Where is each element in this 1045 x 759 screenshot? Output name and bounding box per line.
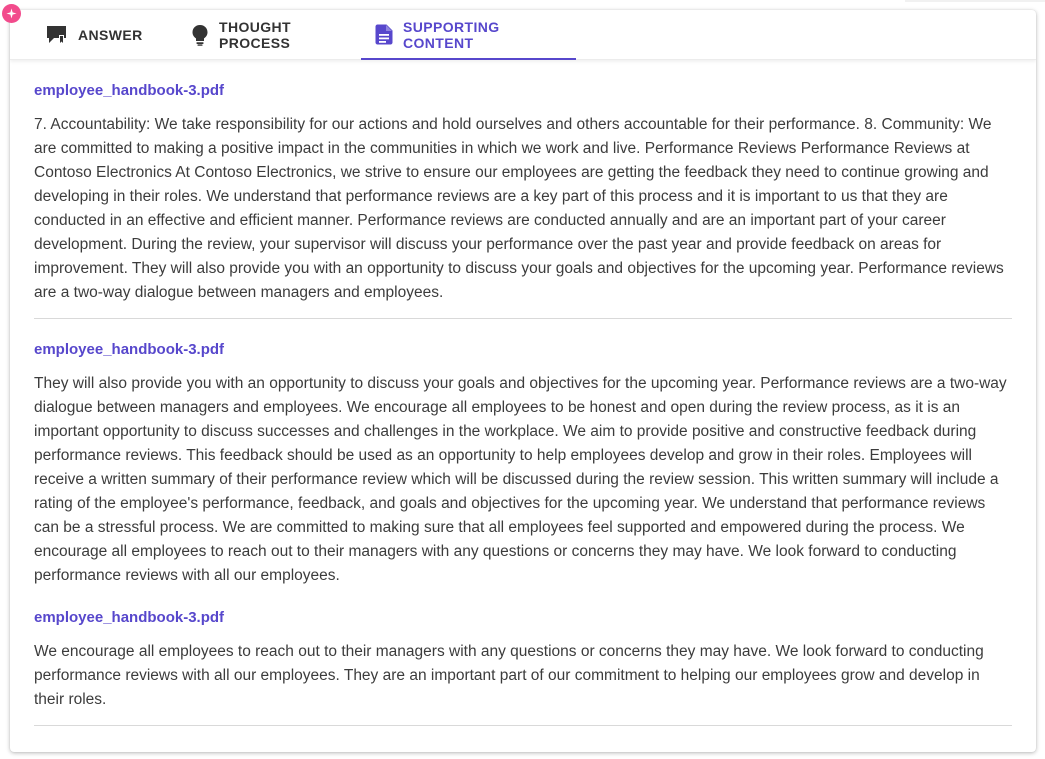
citation-link[interactable]: employee_handbook-3.pdf (34, 82, 225, 99)
supporting-content-item (34, 319, 1012, 590)
tab-thought-process-label: THOUGHT PROCESS (219, 18, 292, 51)
citation-text: We encourage all employees to reach out to their managers with any questions or concerns they may have. We look forward to conducting performance reviews with all our employees. They are an important part of our commitment to helping our employees grow and develop in their roles. (34, 643, 984, 708)
document-icon (375, 24, 393, 45)
tab-list (10, 10, 1036, 60)
lightbulb-icon (191, 24, 209, 46)
top-edge-strip (905, 0, 1045, 2)
tab-supporting-content[interactable] (361, 10, 576, 59)
tab-answer[interactable] (34, 10, 175, 59)
citation-link[interactable]: employee_handbook-3.pdf (34, 341, 225, 358)
citation-link[interactable]: employee_handbook-3.pdf (34, 609, 225, 626)
supporting-content-item (34, 60, 1012, 319)
chat-flag-icon (46, 25, 68, 45)
sparkle-icon[interactable] (2, 4, 21, 23)
tab-answer-label: ANSWER (78, 26, 143, 43)
analysis-panel (10, 10, 1036, 752)
citation-text: 7. Accountability: We take responsibility for our actions and hold ourselves and others accountable for their performance. 8. Community: We are committed to making a positive impact in the communities in which we work and live. Performance Reviews Performance Reviews at Contoso Electronics At Contoso Electronics, we strive to ensure our employees are getting the feedback they need to continue growing and developing in their roles. We understand that performance reviews are a key part of this process and it is important to us that they are conducted in an effective and efficient manner. Performance reviews are conducted annually and are an important part of your career development. During the review, your supervisor will discuss your performance over the past year and provide feedback on areas for improvement. They will also provide you with an opportunity to discuss your goals and objectives for the upcoming year. Performance reviews are a two-way dialogue between managers and employees. (34, 116, 1004, 301)
tab-supporting-content-label: SUPPORTING CONTENT (403, 18, 500, 51)
supporting-content-list (10, 60, 1036, 726)
supporting-content-item (34, 590, 1012, 726)
tab-thought-process[interactable] (175, 10, 361, 59)
citation-text: They will also provide you with an opportunity to discuss your goals and objectives for the upcoming year. Performance reviews are a two-way dialogue between managers and employees. We encourage all employees to be honest and open during the review process, as it is an important opportunity to discuss successes and challenges in the workplace. We aim to provide positive and constructive feedback during performance reviews. This feedback should be used as an opportunity to help employees develop and grow in their roles. Employees will receive a written summary of their performance review which will be discussed during the review session. This written summary will include a rating of the employee's performance, feedback, and goals and objectives for the upcoming year. We understand that performance reviews can be a stressful process. We are committed to making sure that all employees feel supported and empowered during the process. We encourage all employees to reach out to their managers with any questions or concerns they may have. We look forward to conducting performance reviews with all our employees. (34, 375, 1007, 584)
